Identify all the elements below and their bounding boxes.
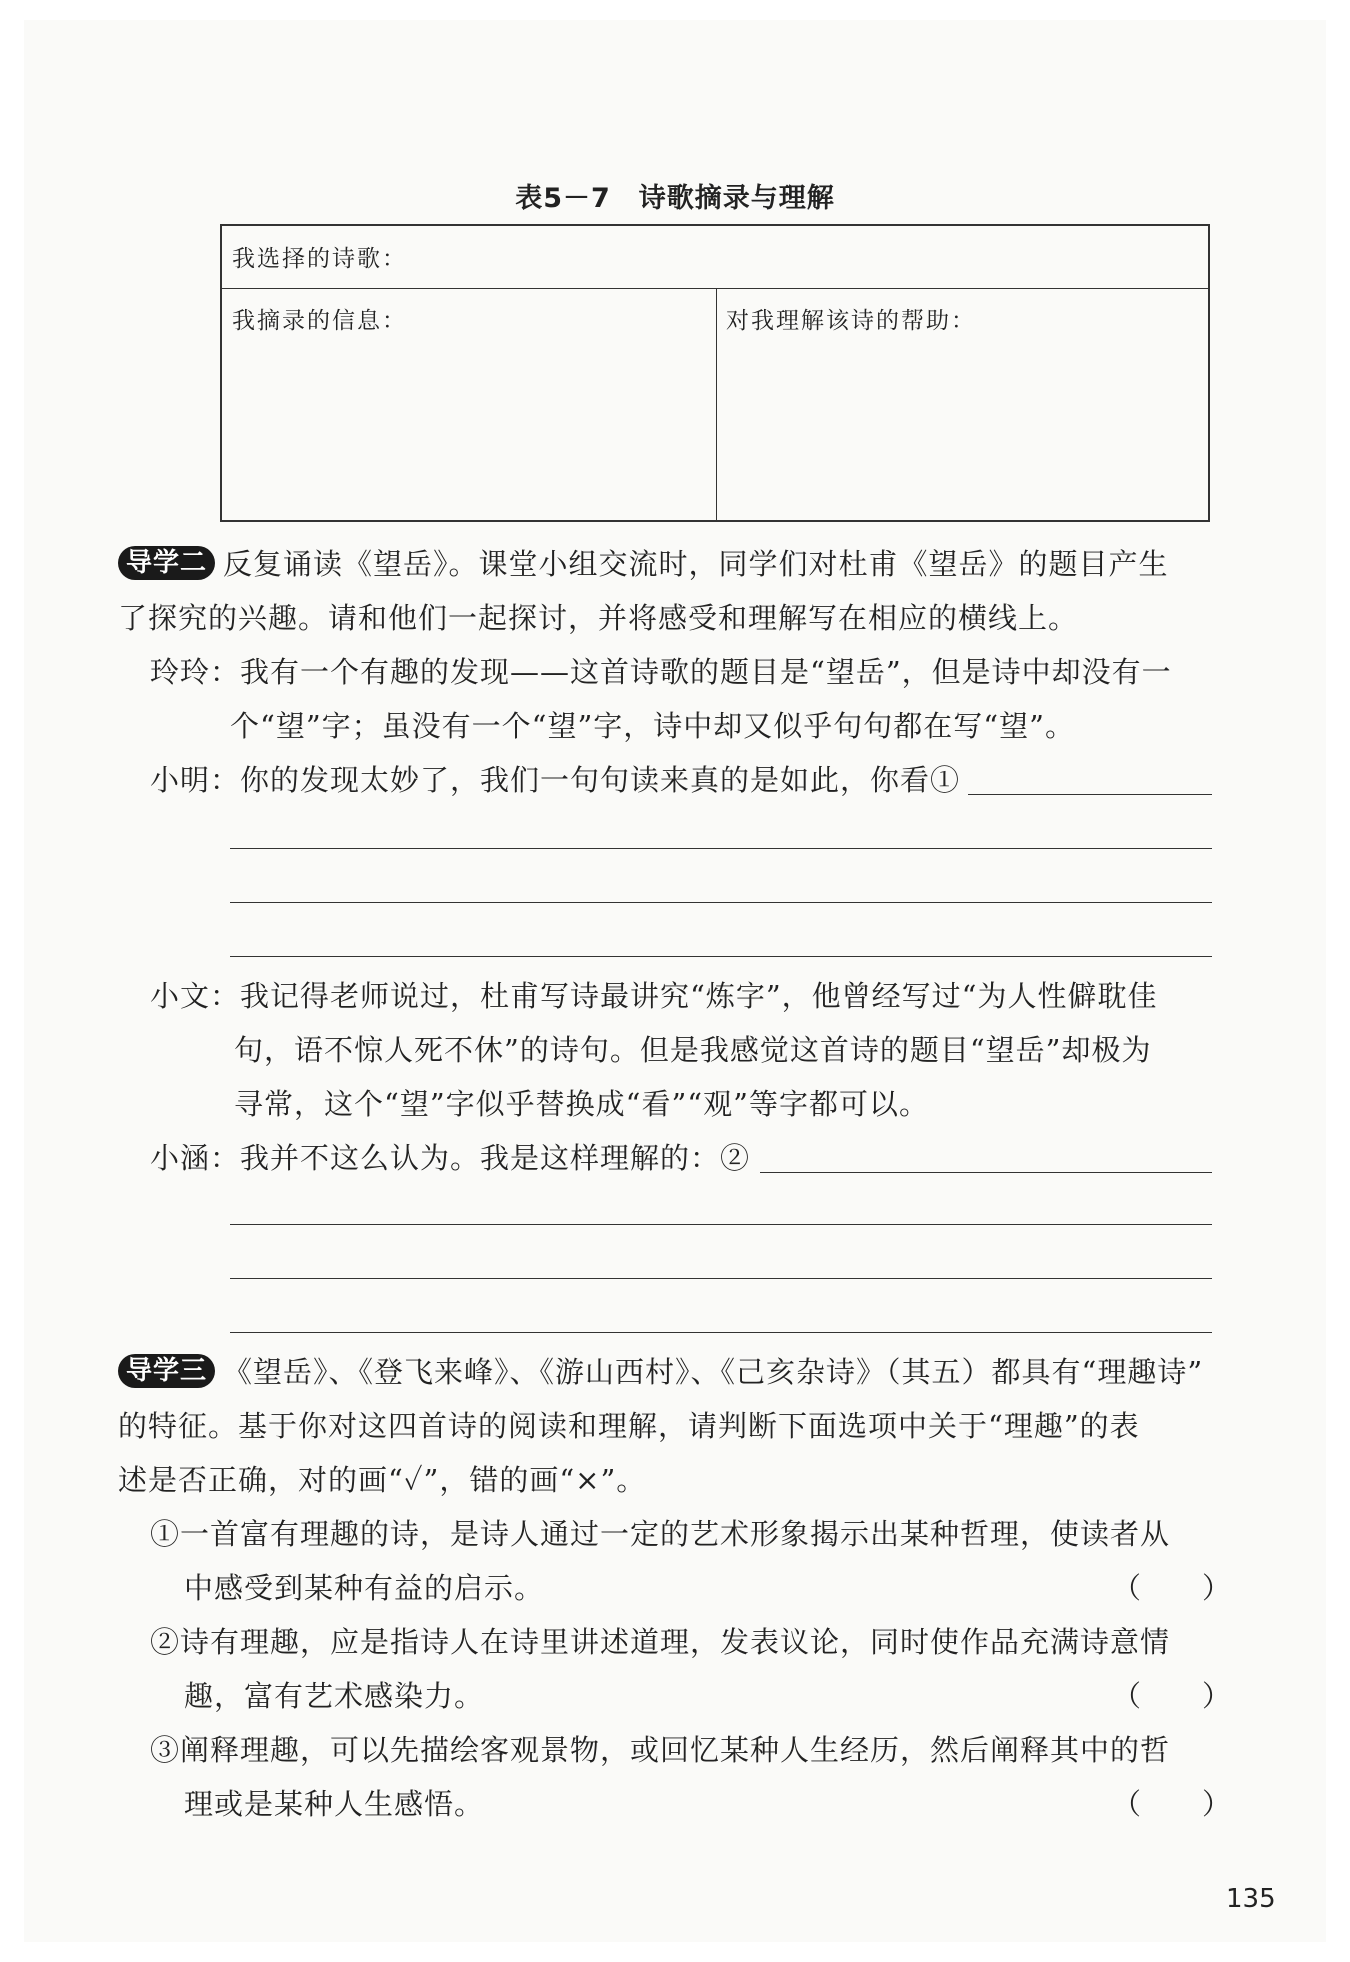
lingling-line2: 个“望”字；虽没有一个“望”字，诗中却又似乎句句都在写“望”。 (230, 709, 1075, 743)
answer1-line4[interactable] (230, 956, 1212, 957)
xiaoming-line: 小明：你的发现太妙了，我们一句句读来真的是如此，你看① (150, 763, 961, 797)
xiaohan-line: 小涵：我并不这么认为。我是这样理解的：② (150, 1141, 751, 1175)
help-label: 对我理解该诗的帮助： (726, 308, 976, 334)
item2-line2: 趣，富有艺术感染力。 (184, 1679, 485, 1713)
section2-badge: 导学二 (118, 546, 215, 580)
excerpt-label: 我摘录的信息： (232, 308, 407, 334)
xiaowen-line2: 句，语不惊人死不休”的诗句。但是我感觉这首诗的题目“望岳”却极为 (234, 1033, 1152, 1067)
lingling-line1: 玲玲：我有一个有趣的发现——这首诗歌的题目是“望岳”，但是诗中却没有一 (150, 655, 1172, 689)
item2-line1: ②诗有理趣，应是指诗人在诗里讲述道理，发表议论，同时使作品充满诗意情 (150, 1625, 1171, 1659)
section3-intro-1: 《望岳》、《登飞来峰》、《游山西村》、《己亥杂诗》（其五）都具有“理趣诗” (223, 1355, 1204, 1389)
poem-excerpt-table (220, 224, 1210, 522)
answer2-line2[interactable] (230, 1224, 1212, 1225)
answer2-line4[interactable] (230, 1332, 1212, 1333)
table-row-selected-poem[interactable] (222, 226, 1208, 289)
section3-intro-2: 的特征。基于你对这四首诗的阅读和理解，请判断下面选项中关于“理趣”的表 (118, 1409, 1140, 1443)
answer1-line3[interactable] (230, 902, 1212, 903)
section3-badge: 导学三 (118, 1354, 215, 1388)
answer1-line2[interactable] (230, 848, 1212, 849)
answer2-blank[interactable] (760, 1172, 1212, 1173)
xiaowen-line1: 小文：我记得老师说过，杜甫写诗最讲究“炼字”，他曾经写过“为人性僻耽佳 (150, 979, 1158, 1013)
section2-intro-1: 反复诵读《望岳》。课堂小组交流时，同学们对杜甫《望岳》的题目产生 (223, 547, 1169, 581)
answer1-blank[interactable] (968, 794, 1212, 795)
section2-line1 (118, 546, 1169, 583)
section2-intro-2: 了探究的兴趣。请和他们一起探讨，并将感受和理解写在相应的横线上。 (118, 601, 1079, 635)
table-cell-excerpt[interactable] (222, 288, 717, 520)
item1-answer-paren[interactable]: （ ） (1112, 1571, 1233, 1605)
table-caption: 表5－7 诗歌摘录与理解 (515, 183, 835, 214)
item1-line2: 中感受到某种有益的启示。 (184, 1571, 545, 1605)
section3-intro-3: 述是否正确，对的画“✓”，错的画“×”。 (118, 1463, 647, 1497)
item3-line1: ③阐释理趣，可以先描绘客观景物，或回忆某种人生经历，然后阐释其中的哲 (150, 1733, 1171, 1767)
answer2-line3[interactable] (230, 1278, 1212, 1279)
page-number: 135 (1226, 1884, 1276, 1914)
xiaowen-line3: 寻常，这个“望”字似乎替换成“看”“观”等字都可以。 (234, 1087, 929, 1121)
section3-line1 (118, 1354, 1203, 1391)
item3-line2: 理或是某种人生感悟。 (184, 1787, 485, 1821)
item2-answer-paren[interactable]: （ ） (1112, 1679, 1233, 1713)
selected-poem-label: 我选择的诗歌： (232, 246, 407, 272)
item3-answer-paren[interactable]: （ ） (1112, 1787, 1233, 1821)
table-cell-help[interactable] (716, 288, 1208, 520)
item1-line1: ①一首富有理趣的诗，是诗人通过一定的艺术形象揭示出某种哲理，使读者从 (150, 1517, 1171, 1551)
